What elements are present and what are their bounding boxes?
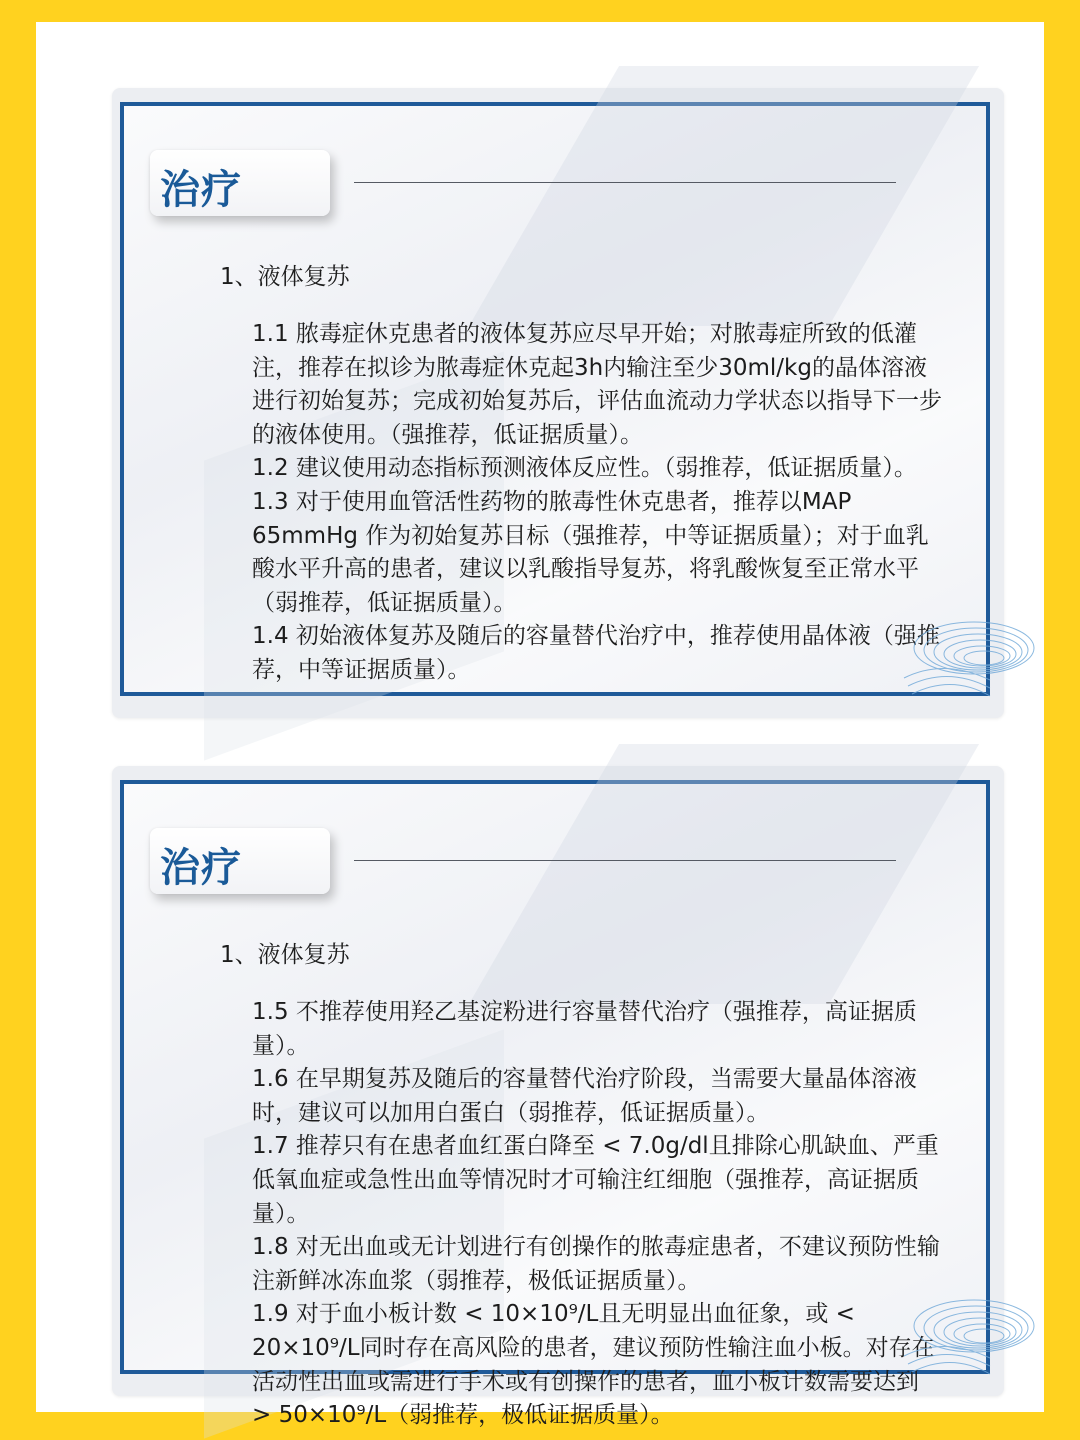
list-item: 1.4 初始液体复苏及随后的容量替代治疗中，推荐使用晶体液（强推荐，中等证据质量）。	[252, 623, 940, 683]
slide-title: 治疗	[160, 845, 242, 891]
title-divider	[354, 182, 896, 183]
title-divider	[354, 860, 896, 861]
title-card	[150, 150, 330, 216]
section-heading: 1、液体复苏	[220, 264, 350, 290]
wave-decoration-icon	[904, 1286, 990, 1376]
title-card	[150, 828, 330, 894]
page-sheet	[36, 22, 1044, 1429]
list-item: 1.3 对于使用血管活性药物的脓毒性休克患者，推荐以MAP 65mmHg 作为初始复苏目标（强推荐，中等证据质量）；对于血乳酸水平升高的患者，建议以乳酸指导复苏，将乳酸恢复至正常水平（弱推荐，低证据质量）。	[252, 488, 929, 616]
list-item: 1.9 对于血小板计数 < 10×10⁹/L且无明显出血征象，或 < 20×10⁹/L同时存在高风险的患者，建议预防性输注血小板。对存在活动性出血或需进行手术或有创操作的患者，血小板计数需要达到 > 50×10⁹/L（弱推荐，极低证据质量）。	[252, 1301, 935, 1429]
slide-frame	[120, 780, 990, 1429]
list-item: 1.2 建议使用动态指标预测液体反应性。（弱推荐，低证据质量）。	[252, 455, 917, 482]
slide-title: 治疗	[160, 167, 242, 213]
list-item: 1.6 在早期复苏及随后的容量替代治疗阶段，当需要大量晶体溶液时，建议可以加用白蛋白（弱推荐，低证据质量）。	[252, 1066, 917, 1126]
list-item: 1.7 推荐只有在患者血红蛋白降至 < 7.0g/dl且排除心肌缺血、严重低氧血症或急性出血等情况时才可输注红细胞（强推荐，高证据质量）。	[252, 1133, 939, 1227]
list-item: 1.5 不推荐使用羟乙基淀粉进行容量替代治疗（强推荐，高证据质量）。	[252, 999, 917, 1059]
list-item: 1.1 脓毒症休克患者的液体复苏应尽早开始；对脓毒症所致的低灌注，推荐在拟诊为脓毒症休克起3h内输注至少30ml/kg的晶体溶液进行初始复苏；完成初始复苏后，评估血流动力学状态以指导下一步的液体使用。（强推荐，低证据质量）。	[252, 321, 942, 448]
slide-2	[112, 766, 1004, 1429]
recommendation-list	[252, 996, 942, 1433]
recommendation-list	[252, 318, 942, 688]
wave-decoration-icon	[904, 608, 990, 698]
slide-frame	[120, 102, 990, 696]
list-item: 1.8 对无出血或无计划进行有创操作的脓毒症患者，不建议预防性输注新鲜冰冻血浆（弱推荐，极低证据质量）。	[252, 1234, 940, 1294]
slide-1	[112, 88, 1004, 718]
section-heading: 1、液体复苏	[220, 942, 350, 968]
